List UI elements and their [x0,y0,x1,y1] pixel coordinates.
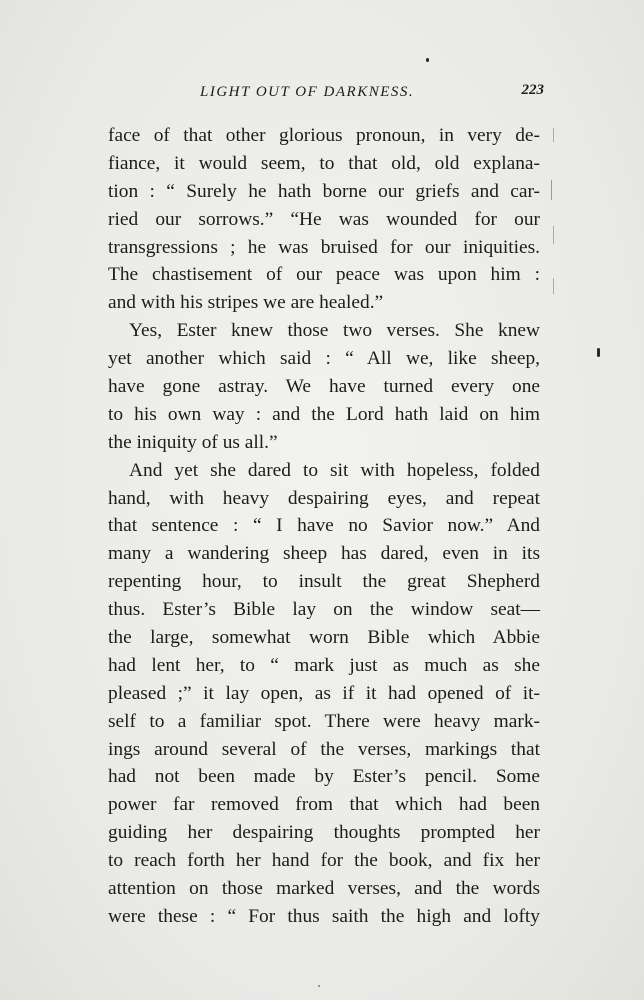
text-line: attention on those marked verses, and the words [108,878,540,900]
scan-speck [551,180,552,200]
text-line: to reach forth her hand for the book, and fix her [108,850,540,872]
text-line: the iniquity of us all.” [108,431,278,453]
text-line: and with his stripes we are healed.” [108,292,384,314]
page-number: 223 [521,82,544,98]
text-line: fiance, it would seem, to that old, old explana- [108,152,540,174]
text-line: self to a familiar spot. There were heavy mark- [108,710,540,732]
text-line: have gone astray. We have turned every one [108,376,540,398]
page-header [100,80,544,106]
scan-speck [553,226,554,244]
text-line: yet another which said : “ All we, like sheep, [108,348,540,370]
text-line: And yet she dared to sit with hopeless, folded [129,459,540,481]
text-line: the large, somewhat worn Bible which Abbie [108,627,540,649]
text-line: ried our sorrows.” “He was wounded for our [108,208,540,230]
paragraph [108,457,540,931]
scan-speck [553,128,554,142]
text-line: guiding her despairing thoughts prompted her [108,822,540,844]
text-line: power far removed from that which had been [108,794,540,816]
text-line: tion : “ Surely he hath borne our griefs and car- [108,180,540,202]
text-line: pleased ;” it lay open, as if it had opened of it- [108,682,540,704]
text-line: that sentence : “ I have no Savior now.” And [108,515,540,537]
text-line: had not been made by Ester’s pencil. Some [108,766,540,788]
scan-speck [426,58,429,62]
text-line: hand, with heavy despairing eyes, and repeat [108,487,540,509]
running-title: LIGHT OUT OF DARKNESS. [200,84,415,100]
paragraph [108,317,540,456]
body-text [108,122,540,931]
text-line: had lent her, to “ mark just as much as she [108,654,540,676]
paragraph [108,122,540,317]
scan-speck [318,985,320,987]
text-line: thus. Ester’s Bible lay on the window seat— [108,599,540,621]
text-line: to his own way : and the Lord hath laid on him [108,403,540,425]
text-line: Yes, Ester knew those two verses. She knew [129,320,540,342]
scan-speck [553,278,554,294]
text-line: transgressions ; he was bruised for our iniquities. [108,236,540,258]
text-line: were these : “ For thus saith the high and lofty [108,905,540,927]
text-line: many a wandering sheep has dared, even in its [108,543,540,565]
text-line: ings around several of the verses, markings that [108,738,540,760]
text-line: face of that other glorious pronoun, in very de- [108,125,540,146]
text-line: The chastisement of our peace was upon him : [108,264,540,286]
text-line: repenting hour, to insult the great Shepherd [108,571,540,593]
scan-speck [597,348,600,357]
